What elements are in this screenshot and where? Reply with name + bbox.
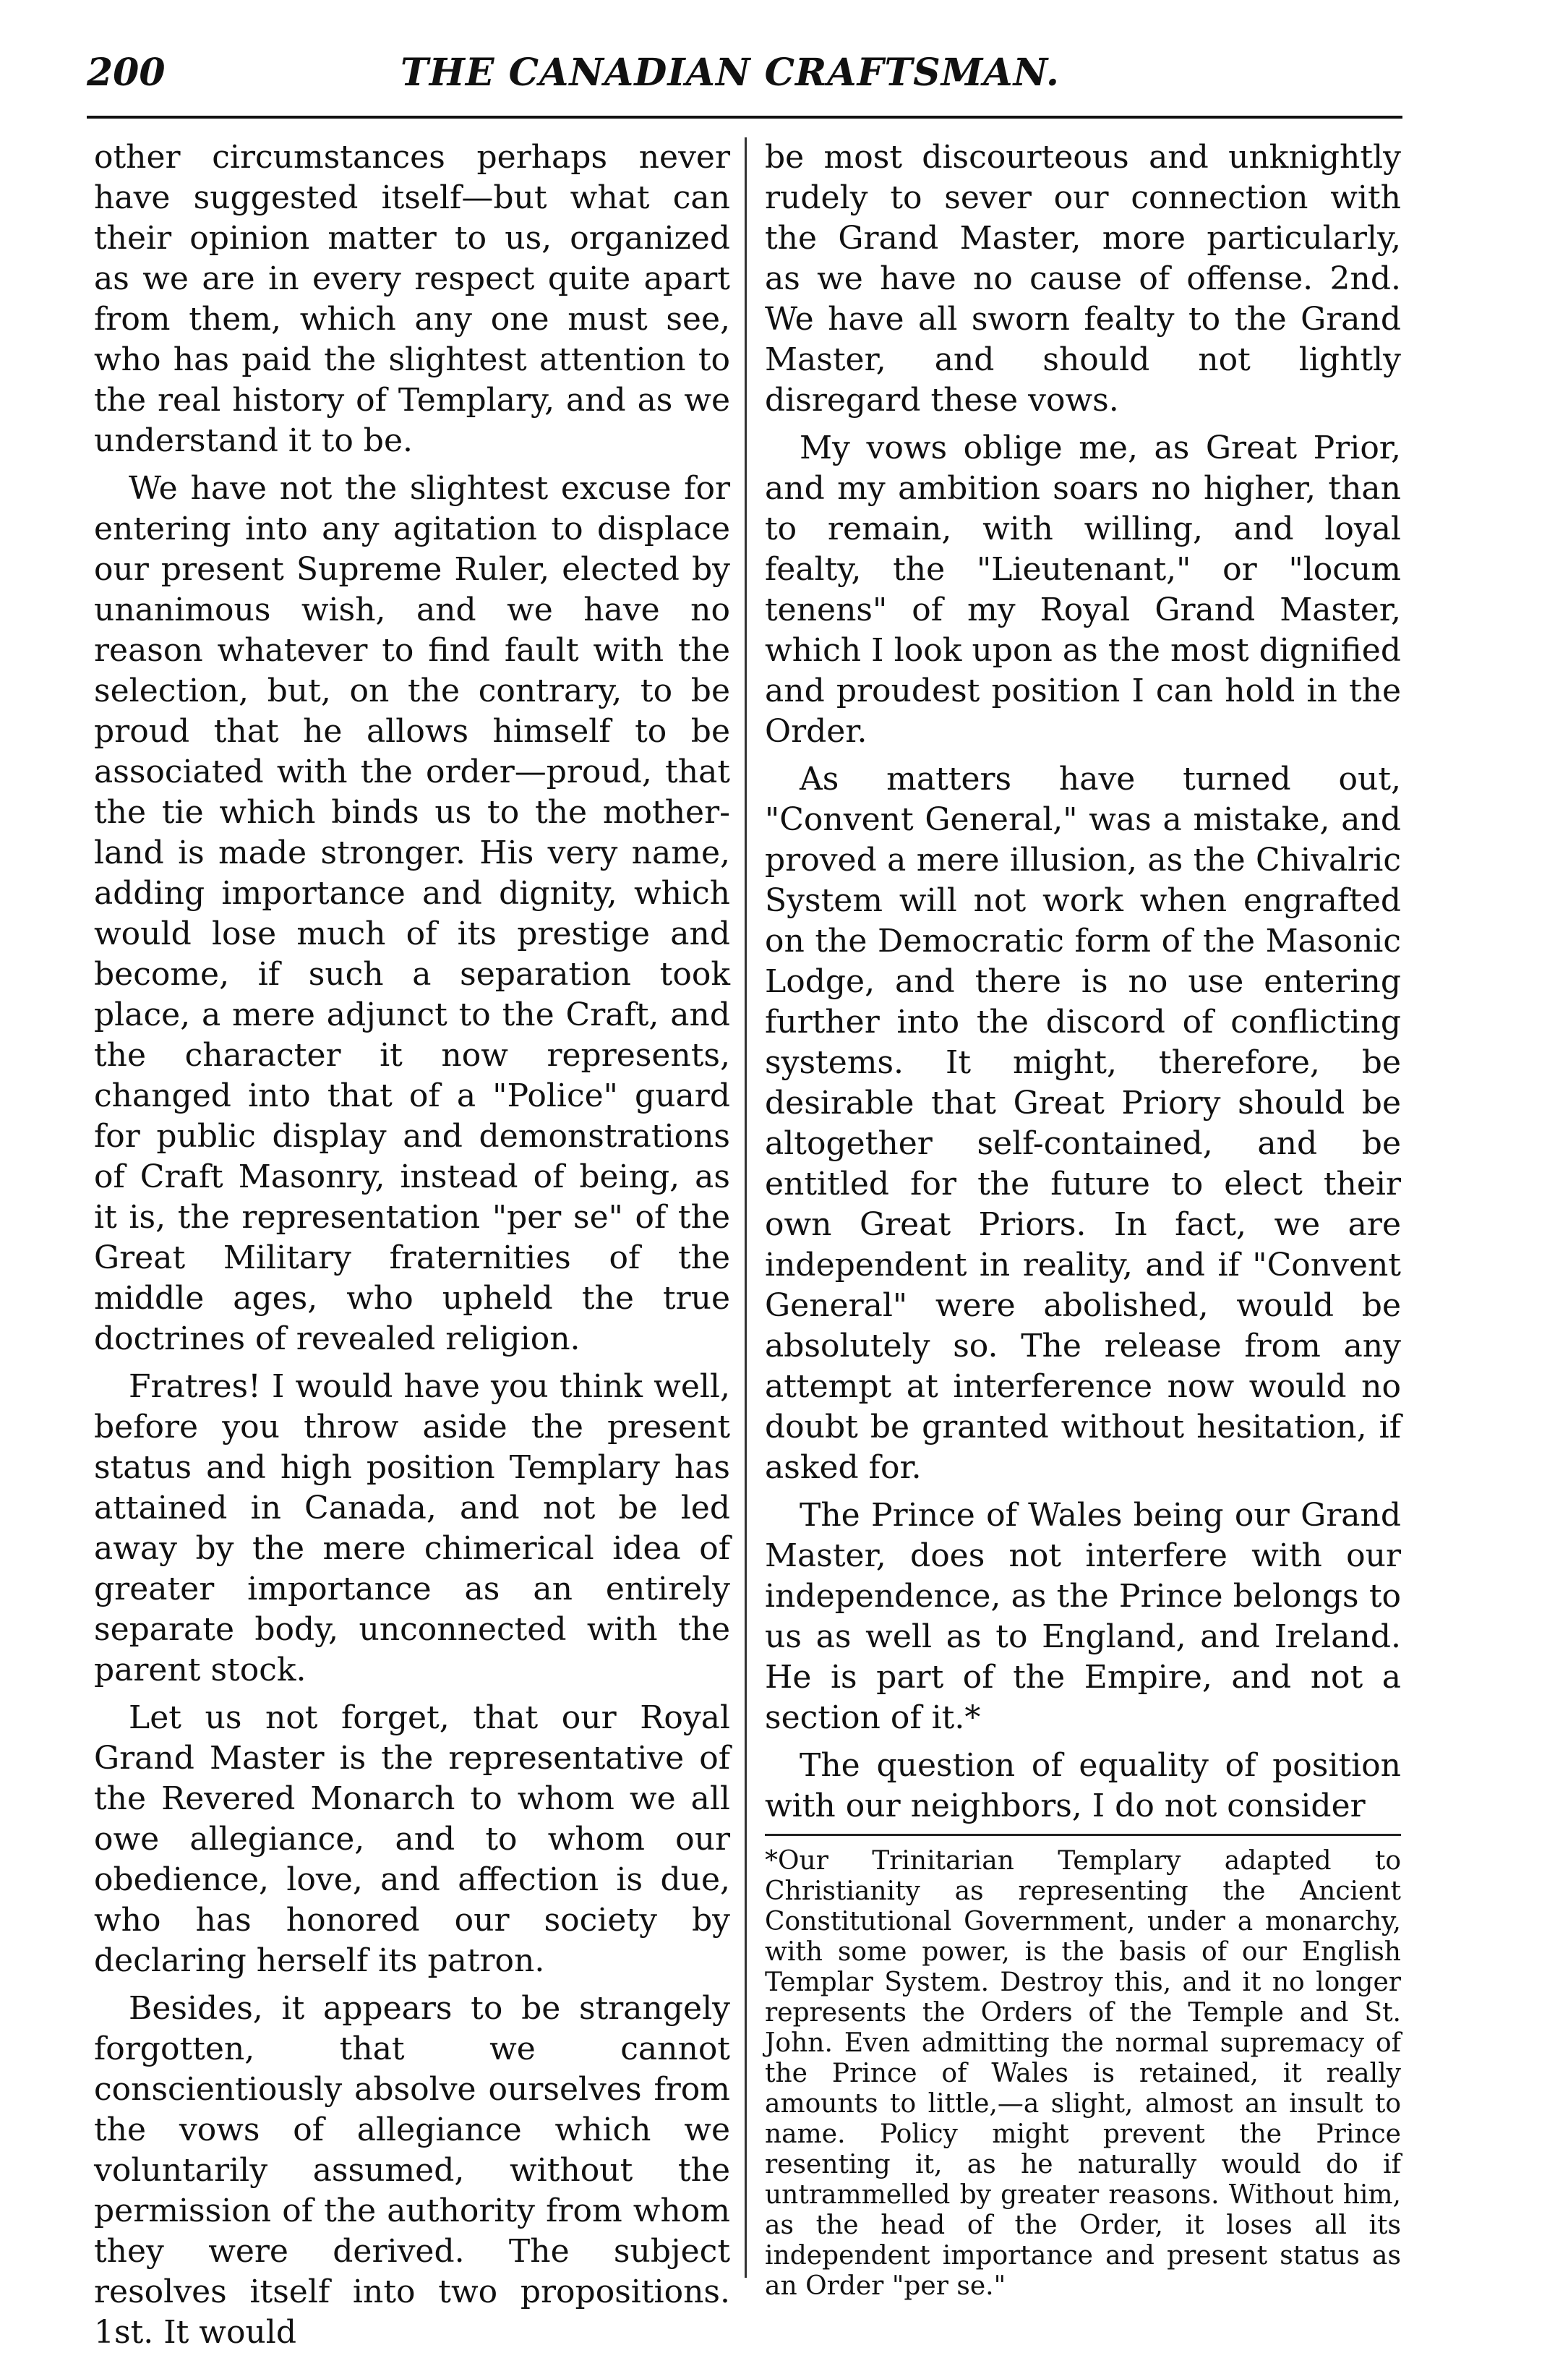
header-rule [87,116,1402,119]
right-paragraph-3: As matters have turned out, "Convent General," was a mistake, and proved a mere illusion, as the Chivalric System will not work when engrafted on the Democratic form of the Masonic Lodge, and there is no use entering further into the discord of conflicting systems. It might, therefore, be desirable that Great Priory should be altogether self-contained, and be entitled for the future to elect their own Great Priors. In fact, we are independent in reality, and if "Convent General" were abolished, would be absolutely so. The release from any attempt at interference now would no doubt be granted without hesitation, if asked for. [765,761,1401,1486]
running-title: THE CANADIAN CRAFTSMAN. [400,51,1060,95]
left-paragraph-5: Besides, it appears to be strangely forgotten, that we cannot conscientiously absolve ourselves from the vows of allegiance which we voluntarily assumed, without the permission of the authority from whom they were derived. The subject resolves itself into two propositions. 1st. It would [94,1990,730,2351]
footnote: *Our Trinitarian Templary adapted to Christianity as representing the Ancient Constitutional Government, under a monarchy, with some power, is the basis of our English Templar System. Destroy this, and it no longer represents the Orders of the Temple and St. John. Even admitting the normal supremacy of the Prince of Wales is retained, it really amounts to little,—a slight, almost an insult to name. Policy might prevent the Prince resenting it, as he naturally would do if untrammelled by greater reasons. Without him, as the head of the Order, it loses all its independent importance and present status as an Order "per se." [765,1846,1401,2301]
column-divider [745,137,747,2278]
page-header [87,43,1374,94]
page-number: 200 [87,51,166,95]
left-paragraph-3: Fratres! I would have you think well, before you throw aside the present status and high position Templary has attained in Canada, and not be led away by the mere chimerical idea of greater importance as an entirely separate body, unconnected with the parent stock. [94,1368,730,1688]
left-column [94,137,730,2360]
footnote-rule [765,1834,1401,1836]
right-paragraph-1: be most discourteous and unknightly rudely to sever our connection with the Grand Master, more particularly, as we have no cause of offense. 2nd. We have all sworn fealty to the Grand Master, and should not lightly disregard these vows. [765,139,1401,419]
right-paragraph-4: The Prince of Wales being our Grand Master, does not interfere with our independence, as the Prince belongs to us as well as to England, and Ireland. He is part of the Empire, and not a section of it.* [765,1497,1401,1736]
right-paragraph-2: My vows oblige me, as Great Prior, and my ambition soars no higher, than to remain, with willing, and loyal fealty, the "Lieutenant," or "locum tenens" of my Royal Grand Master, which I look upon as the most dignified and proudest position I can hold in the Order. [765,430,1401,750]
left-paragraph-1: other circumstances perhaps never have suggested itself—but what can their opinion matter to us, organized as we are in every respect quite apart from them, which any one must see, who has paid the slightest attention to the real history of Templary, and as we understand it to be. [94,139,730,459]
left-paragraph-2: We have not the slightest excuse for entering into any agitation to displace our present Supreme Ruler, elected by unanimous wish, and we have no reason whatever to find fault with the selection, but, on the contrary, to be proud that he allows himself to be associated with the order—proud, that the tie which binds us to the mother-land is made stronger. His very name, adding importance and dignity, which would lose much of its prestige and become, if such a separation took place, a mere adjunct to the Craft, and the character it now represents, changed into that of a "Police" guard for public display and demonstrations of Craft Masonry, instead of being, as it is, the representation "per se" of the Great Military fraternities of the middle ages, who upheld the true doctrines of revealed religion. [94,470,730,1357]
right-paragraph-5: The question of equality of position with our neighbors, I do not consider [765,1747,1401,1824]
right-column [765,137,1401,2302]
left-paragraph-4: Let us not forget, that our Royal Grand Master is the representative of the Revered Monarch to whom we all owe allegiance, and to whom our obedience, love, and affection is due, who has honored our society by declaring herself its patron. [94,1699,730,1979]
